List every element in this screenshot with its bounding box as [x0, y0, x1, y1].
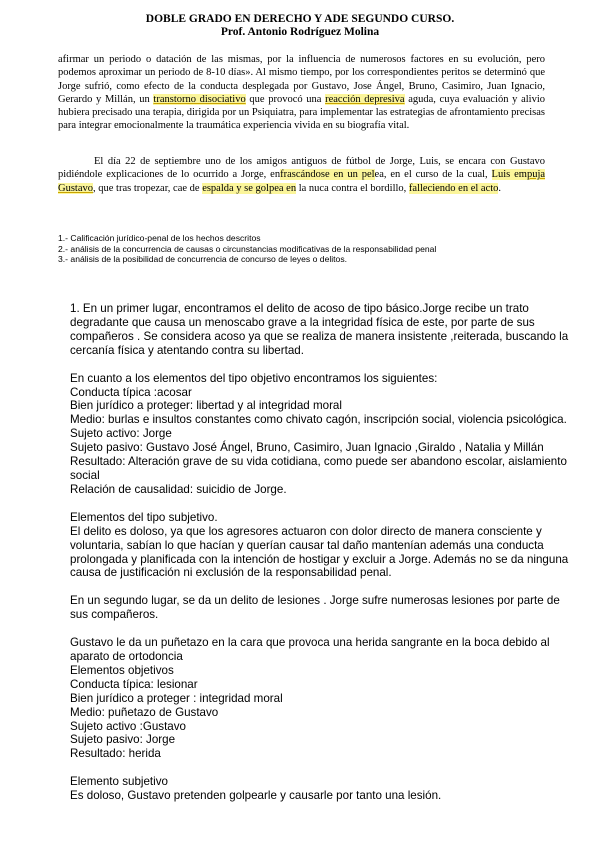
- element-activo-2: Sujeto activo :Gustavo: [70, 719, 186, 733]
- element-bien-2: Bien jurídico a proteger : integridad moral: [70, 691, 283, 705]
- element-medio-2: Medio: puñetazo de Gustavo: [70, 705, 219, 719]
- answer-intro: 1. En un primer lugar, encontramos el delito de acoso de tipo básico.Jorge recibe un trato degradante que causa un menoscabo grave a la integridad física de este, por parte de sus compañeros . Se considera acoso ya que se realiza de manera insistente ,reiterada, buscando la cercanía física y atentando contra su libertad.: [70, 302, 569, 357]
- element-conducta-2: Conducta típica: lesionar: [70, 677, 198, 691]
- case-paragraph-2: [58, 155, 545, 195]
- case-text: aguda, cuya evaluación y alivio hubiera precisado una terapia, dirigida por un Psiquiatra, para implementar las estrategias de afrontamiento precisas para integrar emocionalmente la traumática experiencia vivida en su biografía vital.: [58, 93, 545, 132]
- spacer: [70, 358, 570, 372]
- question-item: 3.- análisis de la posibilidad de concurrencia de concurso de leyes o delitos.: [58, 254, 348, 264]
- professor-name: Prof. Antonio Rodríguez Molina: [220, 26, 380, 38]
- second-offense: En un segundo lugar, se da un delito de lesiones . Jorge sufre numerosas lesiones por parte de sus compañeros.: [70, 594, 560, 622]
- document-title: DOBLE GRADO EN DERECHO Y ADE SEGUNDO CURSO.: [145, 13, 455, 25]
- element-activo: Sujeto activo: Jorge: [70, 427, 172, 441]
- case-text: .: [498, 182, 502, 194]
- objective-title-2: Elementos objetivos: [70, 663, 174, 677]
- element-resultado-2: Resultado: herida: [70, 747, 161, 761]
- element-bien: Bien jurídico a proteger: libertad y al integridad moral: [70, 399, 342, 413]
- spacer: [70, 580, 570, 594]
- subjective-title-2: Elemento subjetivo: [70, 775, 168, 789]
- subjective-text: El delito es doloso, ya que los agresores actuaron con dolor directo de manera consciente y voluntaria, sabían lo que hacían y querían causar tal daño mantenían además una conducta prolongada y planificada con la intención de hostigar y excluir a Jorge. Además no se da ninguna causa de justificación ni exclusión de la responsabilidad penal.: [70, 524, 569, 580]
- highlight: espalda y se golpea en: [202, 182, 297, 194]
- highlight: Luis em: [491, 169, 527, 181]
- highlight: transtorno disociativo: [153, 93, 246, 105]
- gustavo-punch: Gustavo le da un puñetazo en la cara que provoca una herida sangrante en la boca debido al aparato de ortodoncia: [70, 636, 550, 664]
- answer-section: [70, 302, 570, 803]
- subjective-title: Elementos del tipo subjetivo.: [70, 510, 218, 524]
- objective-intro: En cuanto a los elementos del tipo objetivo encontramos los siguientes:: [70, 371, 438, 385]
- spacer: [70, 761, 570, 775]
- question-item: 2.- análisis de la concurrencia de causas o circunstancias modificativas de la responsabilidad penal: [58, 243, 437, 254]
- highlight: puja Gustavo: [58, 169, 546, 194]
- element-medio: Medio: burlas e insultos constantes como chivato cagón, inscripción social, violencia psicológica.: [70, 413, 567, 427]
- question-item: 1.- Calificación jurídico-penal de los hechos descritos: [58, 233, 261, 243]
- question-list: [58, 233, 558, 265]
- highlight: reacción depresiva: [325, 93, 405, 105]
- case-text: afirmar un periodo o datación de las mismas, por la influencia de numerosos factores en su evolución, pero podemos aproximar un periodo de 8-10 días». Al mismo tiempo, por los correspondientes peritos se determinó que Jorge sufrió, como efecto de la conducta desplegada por Gustavo, Jose Ángel, Bruno, Casimiro, Juan Ignacio, Gerardo y Millán, un: [58, 54, 545, 105]
- element-causalidad: Relación de causalidad: suicidio de Jorge.: [70, 482, 287, 496]
- case-text: que provocó una: [245, 93, 326, 105]
- spacer: [70, 497, 570, 511]
- element-resultado: Resultado: Alteración grave de su vida cotidiana, como puede ser abandono escolar, aislamiento social: [70, 455, 567, 482]
- highlight: frascándose en un pel: [280, 169, 375, 181]
- case-text: El día 22 de septiembre uno de los amigos antiguos de fútbol de Jorge, Luis, se encara con Gustavo pidiéndole explicaciones de lo ocurrido a Jorge, en: [58, 156, 545, 181]
- element-conducta: Conducta típica :acosar: [70, 385, 192, 399]
- case-text: ea, en el curso de la cual,: [374, 169, 492, 181]
- case-paragraph-1: [58, 53, 545, 133]
- case-text: la nuca contra el bordillo,: [296, 182, 409, 194]
- subjective-text-2: Es doloso, Gustavo pretenden golpearle y causarle por tanto una lesión.: [70, 789, 442, 803]
- highlight: falleciendo en el acto: [408, 182, 499, 194]
- case-text: , que tras tropezar, cae de: [93, 182, 203, 194]
- spacer: [70, 622, 570, 636]
- element-pasivo-2: Sujeto pasivo: Jorge: [70, 733, 176, 747]
- element-pasivo: Sujeto pasivo: Gustavo José Ángel, Bruno, Casimiro, Juan Ignacio ,Giraldo , Natalia y Millán: [70, 441, 544, 455]
